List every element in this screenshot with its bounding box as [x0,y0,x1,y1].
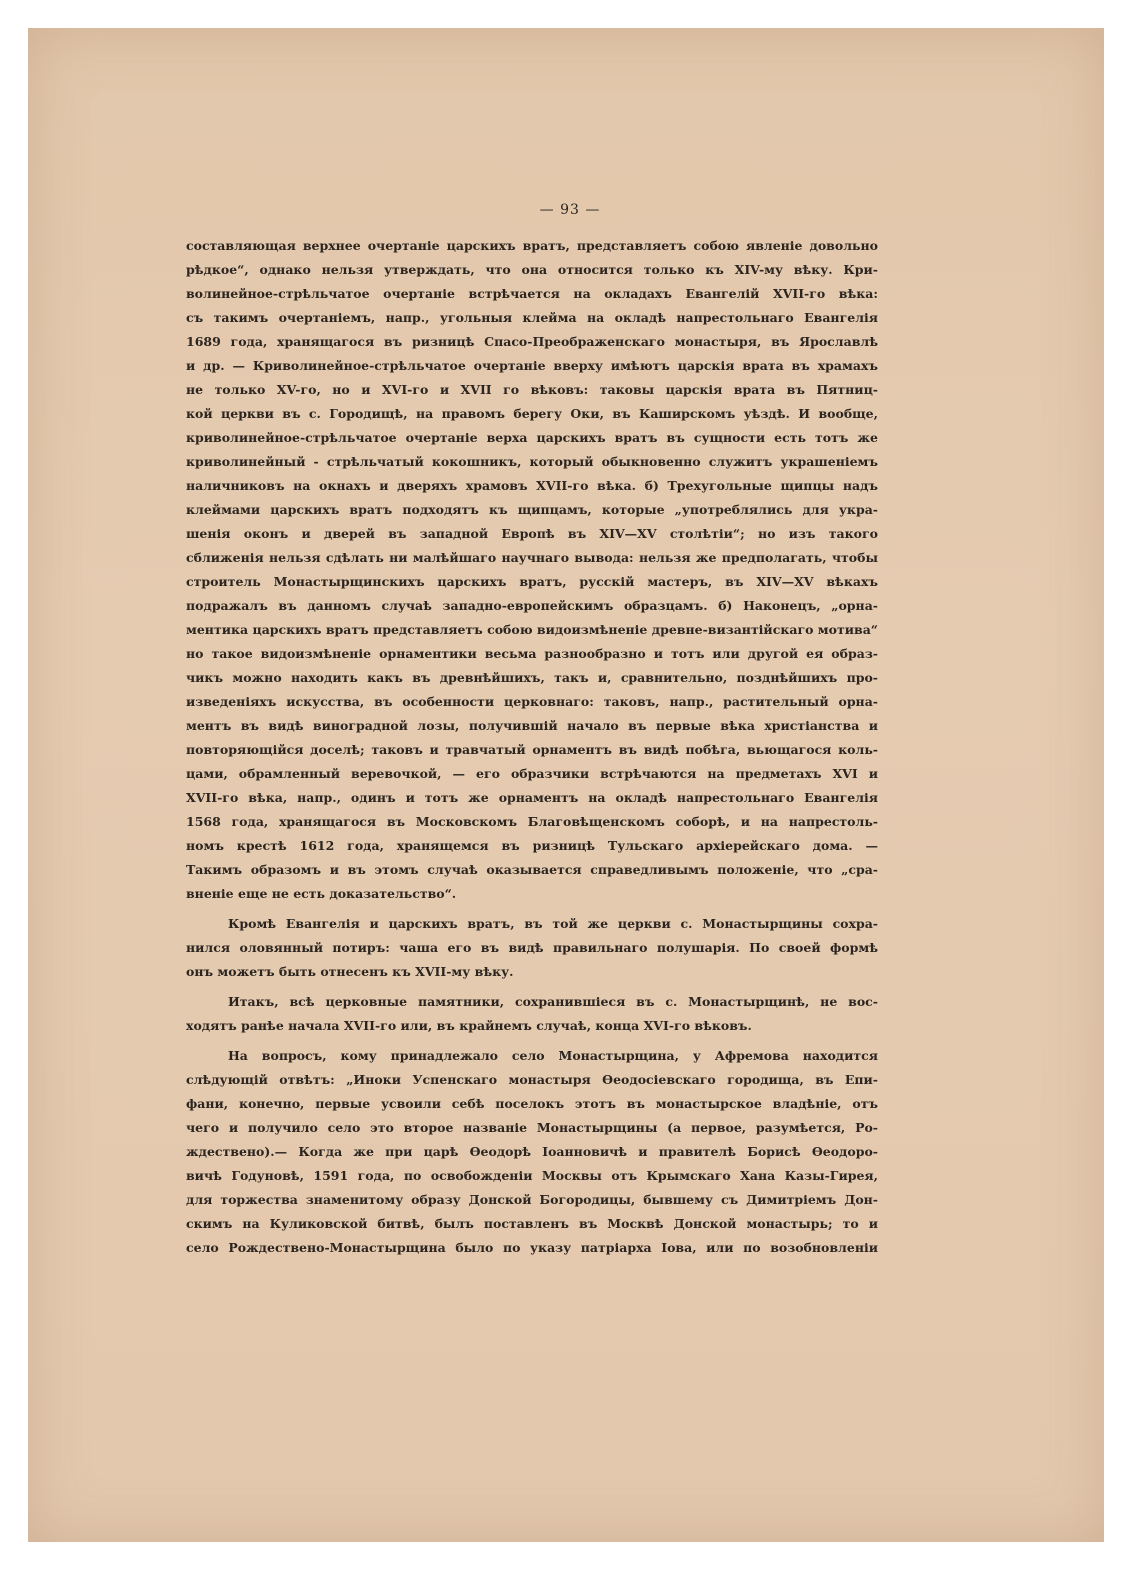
text-line: волинейное-стрѣльчатое очертаніе встрѣчается на окладахъ Евангелій XVII-го вѣка: [186,286,878,301]
text-line: не только XV-го, но и XVI-го и XVII го вѣковъ: таковы царскія врата въ Пятниц- [186,382,878,397]
text-line: цами, обрамленный веревочкой, — его образчики встрѣчаются на предметахъ XVI и [186,766,878,781]
text-line: 1689 года, хранящагося въ ризницѣ Спасо-Преображенскаго монастыря, въ Ярославлѣ [186,334,878,349]
text-line: ментъ въ видѣ виноградной лозы, получившій начало въ первые вѣка христіанства и [186,718,878,733]
text-line: изведеніяхъ искусства, въ особенности церковнаго: таковъ, напр., растительный орна- [186,694,878,709]
text-line: повторяющійся доселѣ; таковъ и травчатый орнаментъ въ видѣ побѣга, вьющагося коль- [186,742,878,757]
text-line: слѣдующій отвѣтъ: „Иноки Успенскаго монастыря Ѳеодосіевскаго городища, въ Епи- [186,1072,878,1087]
text-line: кой церкви въ с. Городищѣ, на правомъ берегу Оки, въ Каширскомъ уѣздѣ. И вообще, [186,406,878,421]
text-line: Кромѣ Евангелія и царскихъ вратъ, въ той же церкви с. Монастырщины сохра- [228,916,878,931]
text-line: составляющая верхнее очертаніе царскихъ вратъ, представляетъ собою явленіе довольно [186,238,878,253]
text-line: ждествено).— Когда же при царѣ Ѳеодорѣ Іоанновичѣ и правителѣ Борисѣ Ѳеодоро- [186,1144,878,1159]
text-line: вненіе еще не есть доказательство“. [186,886,457,901]
text-line: съ такимъ очертаніемъ, напр., угольныя клейма на окладѣ напрестольнаго Евангелія [186,310,878,325]
text-line: онъ можетъ быть отнесенъ къ XVII-му вѣку. [186,964,514,979]
body-text [186,234,878,1260]
text-line: криволинейный - стрѣльчатый кокошникъ, который обыкновенно служитъ украшеніемъ [186,454,878,469]
text-line: криволинейное-стрѣльчатое очертаніе верха царскихъ вратъ въ сущности есть тотъ же [186,430,878,445]
text-line: ходятъ ранѣе начала XVII-го или, въ крайнемъ случаѣ, конца XVI-го вѣковъ. [186,1018,752,1033]
text-line: чего и получило село это второе названіе Монастырщины (а первое, разумѣется, Ро- [186,1120,878,1135]
text-line: XVII-го вѣка, напр., одинъ и тотъ же орнаментъ на окладѣ напрестольнаго Евангелія [186,790,878,805]
text-line: рѣдкое“, однако нельзя утверждать, что она относится только къ XIV-му вѣку. Кри- [186,262,878,277]
text-line: нился оловянный потиръ: чаша его въ видѣ правильнаго полушарія. По своей формѣ [186,940,878,955]
text-line: и др. — Криволинейное-стрѣльчатое очертаніе вверху имѣютъ царскія врата въ храмахъ [186,358,878,373]
text-line: скимъ на Куликовской битвѣ, былъ поставленъ въ Москвѣ Донской монастырь; то и [186,1216,878,1231]
text-line: вичѣ Годуновѣ, 1591 года, по освобожденіи Москвы отъ Крымскаго Хана Казы-Гирея, [186,1168,878,1183]
text-line: село Рождествено-Монастырщина было по указу патріарха Іова, или по возобновленіи [186,1240,878,1255]
text-line: На вопросъ, кому принадлежало село Монастырщина, у Афремова находится [228,1048,878,1063]
text-line: Итакъ, всѣ церковные памятники, сохранившіеся въ с. Монастырщинѣ, не вос- [228,994,878,1009]
text-line: для торжества знаменитому образу Донской Богородицы, бывшему съ Димитріемъ Дон- [186,1192,878,1207]
text-line: клеймами царскихъ вратъ подходятъ къ щипцамъ, которые „употреблялись для укра- [186,502,878,517]
text-line: но такое видоизмѣненіе орнаментики весьма разнообразно и тотъ или другой ея образ- [186,646,878,661]
text-line: Такимъ образомъ и въ этомъ случаѣ оказывается справедливымъ положеніе, что „сра- [186,862,878,877]
text-line: наличниковъ на окнахъ и дверяхъ храмовъ XVII-го вѣка. б) Трехугольные щипцы надъ [186,478,878,493]
text-line: номъ крестѣ 1612 года, хранящемся въ ризницѣ Тульскаго архіерейскаго дома. — [186,838,878,853]
text-line: шенія оконъ и дверей въ западной Европѣ въ XIV—XV столѣтіи“; но изъ такого [186,526,878,541]
text-line: строитель Монастырщинскихъ царскихъ вратъ, русскій мастеръ, въ XIV—XV вѣкахъ [186,574,878,589]
text-line: фани, конечно, первые усвоили себѣ поселокъ этотъ въ монастырское владѣніе, отъ [186,1096,878,1111]
text-line: чикъ можно находить какъ въ древнѣйшихъ, такъ и, сравнительно, позднѣйшихъ про- [186,670,878,685]
text-line: подражалъ въ данномъ случаѣ западно-европейскимъ образцамъ. б) Наконецъ, „орна- [186,598,878,613]
page-number: — 93 — [539,202,601,218]
text-line: ментика царскихъ вратъ представляетъ собою видоизмѣненіе древне-византійскаго мотива“ [186,622,878,637]
text-line: 1568 года, хранящагося въ Московскомъ Благовѣщенскомъ соборѣ, и на напрестоль- [186,814,878,829]
text-line: сближенія нельзя сдѣлать ни малѣйшаго научнаго вывода: нельзя же предполагать, чтобы [186,550,878,565]
